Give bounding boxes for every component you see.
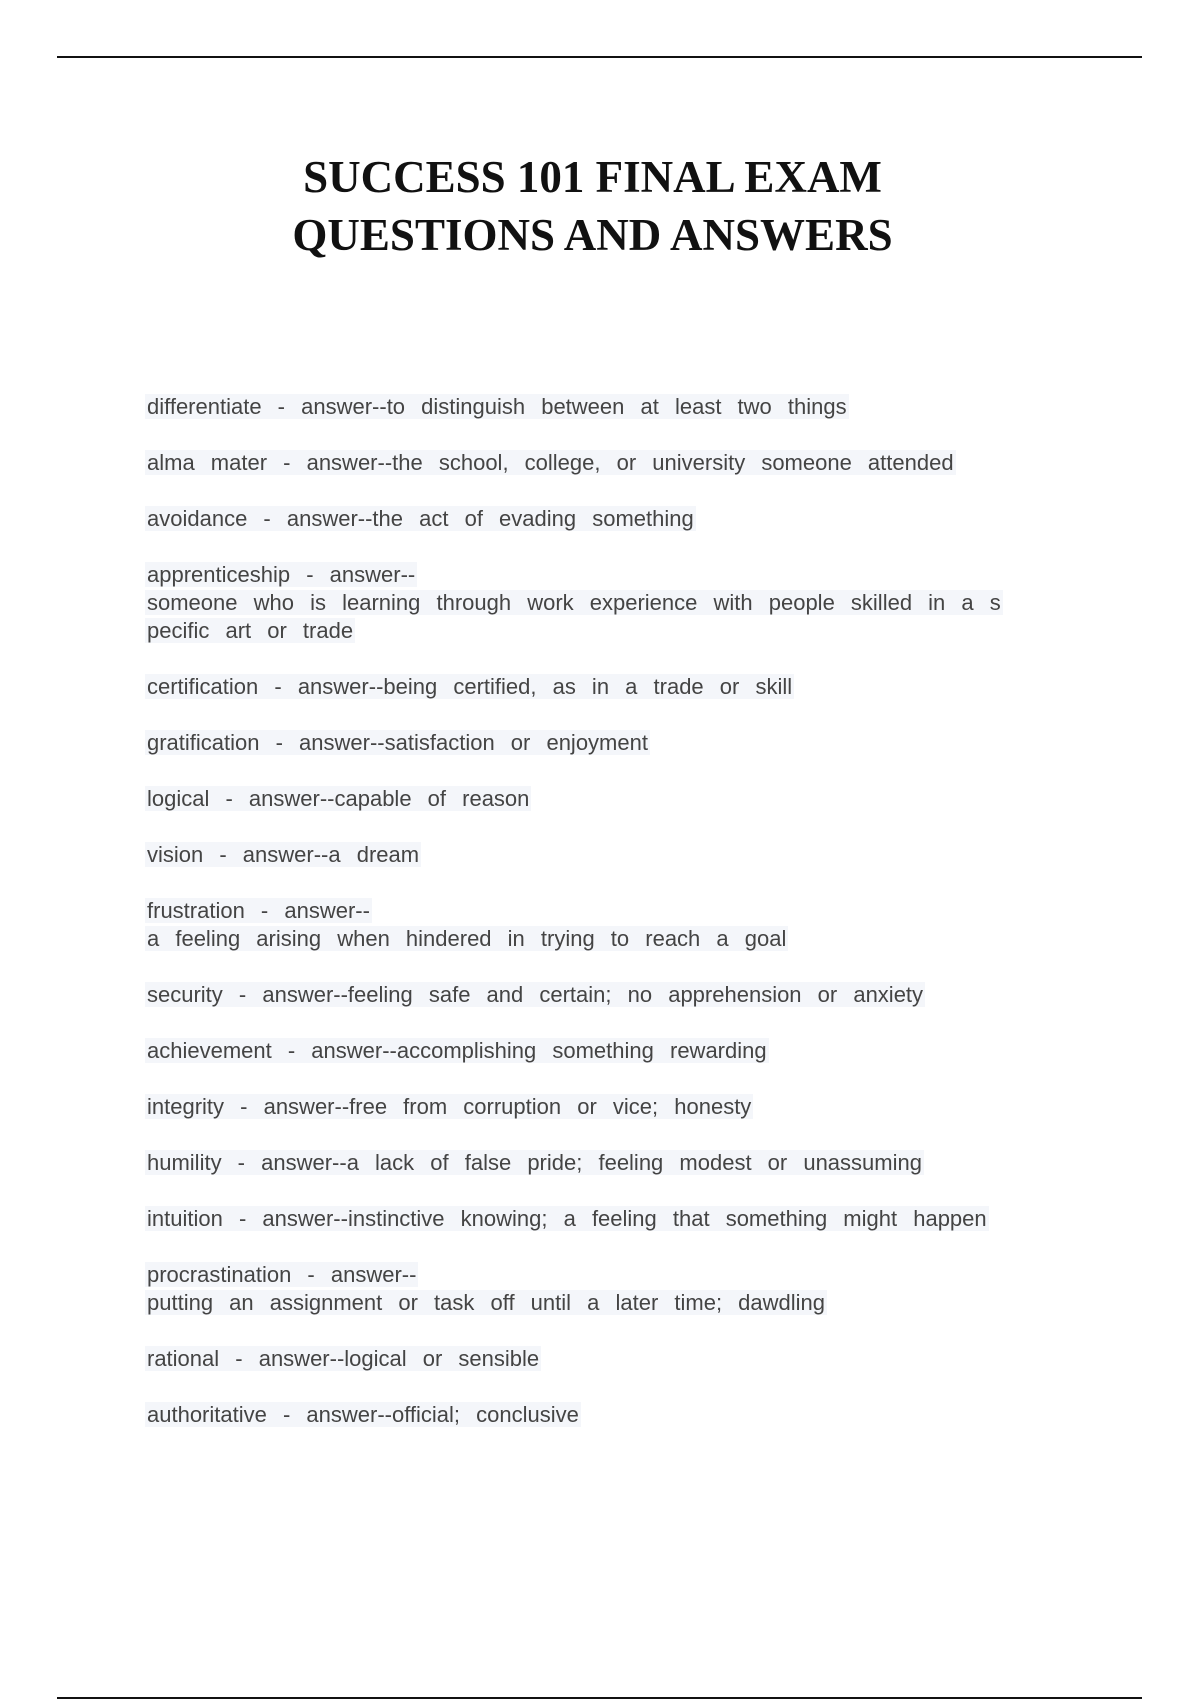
qa-entry — [145, 1149, 1090, 1177]
qa-entry-line — [145, 1093, 1090, 1121]
qa-entry-line — [145, 1205, 1090, 1233]
qa-entry-text: rational - answer--logical or sensible — [147, 1346, 540, 1371]
qa-entry-text: vision - answer--a dream — [147, 842, 420, 867]
qa-entry-line — [145, 729, 1090, 757]
qa-entry-line — [145, 785, 1090, 813]
qa-entry-line — [145, 1149, 1090, 1177]
qa-entry-text: putting an assignment or task off until a later time; dawdling — [147, 1290, 826, 1315]
qa-entry — [145, 981, 1090, 1009]
qa-entry-line — [145, 925, 1090, 953]
qa-entry-line — [145, 1261, 1090, 1289]
qa-entry-line — [145, 449, 1090, 477]
qa-entry-line — [145, 1345, 1090, 1373]
qa-entry-text: logical - answer--capable of reason — [147, 786, 530, 811]
qa-entry-text: humility - answer--a lack of false pride; feeling modest or unassuming — [147, 1150, 922, 1175]
qa-entry-text: pecific art or trade — [147, 618, 354, 643]
qa-entry-text: intuition - answer--instinctive knowing; a feeling that something might happen — [147, 1206, 987, 1231]
qa-entry — [145, 449, 1090, 477]
qa-entry — [145, 1037, 1090, 1065]
qa-entry — [145, 1401, 1090, 1429]
qa-entry — [145, 673, 1090, 701]
qa-entry-text: authoritative - answer--official; conclusive — [147, 1402, 579, 1427]
qa-entry — [145, 505, 1090, 533]
qa-entry-text: certification - answer--being certified, as in a trade or skill — [147, 674, 793, 699]
qa-entry-line — [145, 673, 1090, 701]
qa-entry-text: a feeling arising when hindered in trying to reach a goal — [147, 926, 787, 951]
qa-list — [145, 393, 1090, 1457]
qa-entry-line — [145, 1289, 1090, 1317]
qa-entry-text: alma mater - answer--the school, college, or university someone attended — [147, 450, 954, 475]
qa-entry-text: achievement - answer--accomplishing something rewarding — [147, 1038, 767, 1063]
top-rule — [57, 56, 1142, 58]
qa-entry — [145, 785, 1090, 813]
qa-entry-line — [145, 1037, 1090, 1065]
qa-entry — [145, 1205, 1090, 1233]
title-line-2: QUESTIONS AND ANSWERS — [292, 210, 893, 260]
qa-entry-text: procrastination - answer-- — [147, 1262, 417, 1287]
qa-entry-line — [145, 393, 1090, 421]
qa-entry-text: differentiate - answer--to distinguish between at least two things — [147, 394, 847, 419]
qa-entry-line — [145, 589, 1090, 617]
qa-entry — [145, 729, 1090, 757]
qa-entry — [145, 1093, 1090, 1121]
qa-entry-text: someone who is learning through work experience with people skilled in a s — [147, 590, 1001, 615]
page-title — [0, 148, 1185, 264]
qa-entry — [145, 393, 1090, 421]
title-line-1: SUCCESS 101 FINAL EXAM — [303, 152, 882, 202]
qa-entry-line — [145, 1401, 1090, 1429]
qa-entry-text: frustration - answer-- — [147, 898, 370, 923]
qa-entry-line — [145, 897, 1090, 925]
bottom-rule — [57, 1697, 1142, 1699]
qa-entry-line — [145, 617, 1090, 645]
qa-entry-line — [145, 841, 1090, 869]
qa-entry-line — [145, 505, 1090, 533]
qa-entry — [145, 1345, 1090, 1373]
qa-entry-line — [145, 561, 1090, 589]
qa-entry-text: avoidance - answer--the act of evading something — [147, 506, 694, 531]
qa-entry — [145, 897, 1090, 953]
qa-entry-text: gratification - answer--satisfaction or enjoyment — [147, 730, 648, 755]
qa-entry-line — [145, 981, 1090, 1009]
qa-entry-text: integrity - answer--free from corruption or vice; honesty — [147, 1094, 752, 1119]
qa-entry — [145, 841, 1090, 869]
qa-entry — [145, 1261, 1090, 1317]
qa-entry-text: apprenticeship - answer-- — [147, 562, 416, 587]
qa-entry-text: security - answer--feeling safe and certain; no apprehension or anxiety — [147, 982, 924, 1007]
qa-entry — [145, 561, 1090, 645]
